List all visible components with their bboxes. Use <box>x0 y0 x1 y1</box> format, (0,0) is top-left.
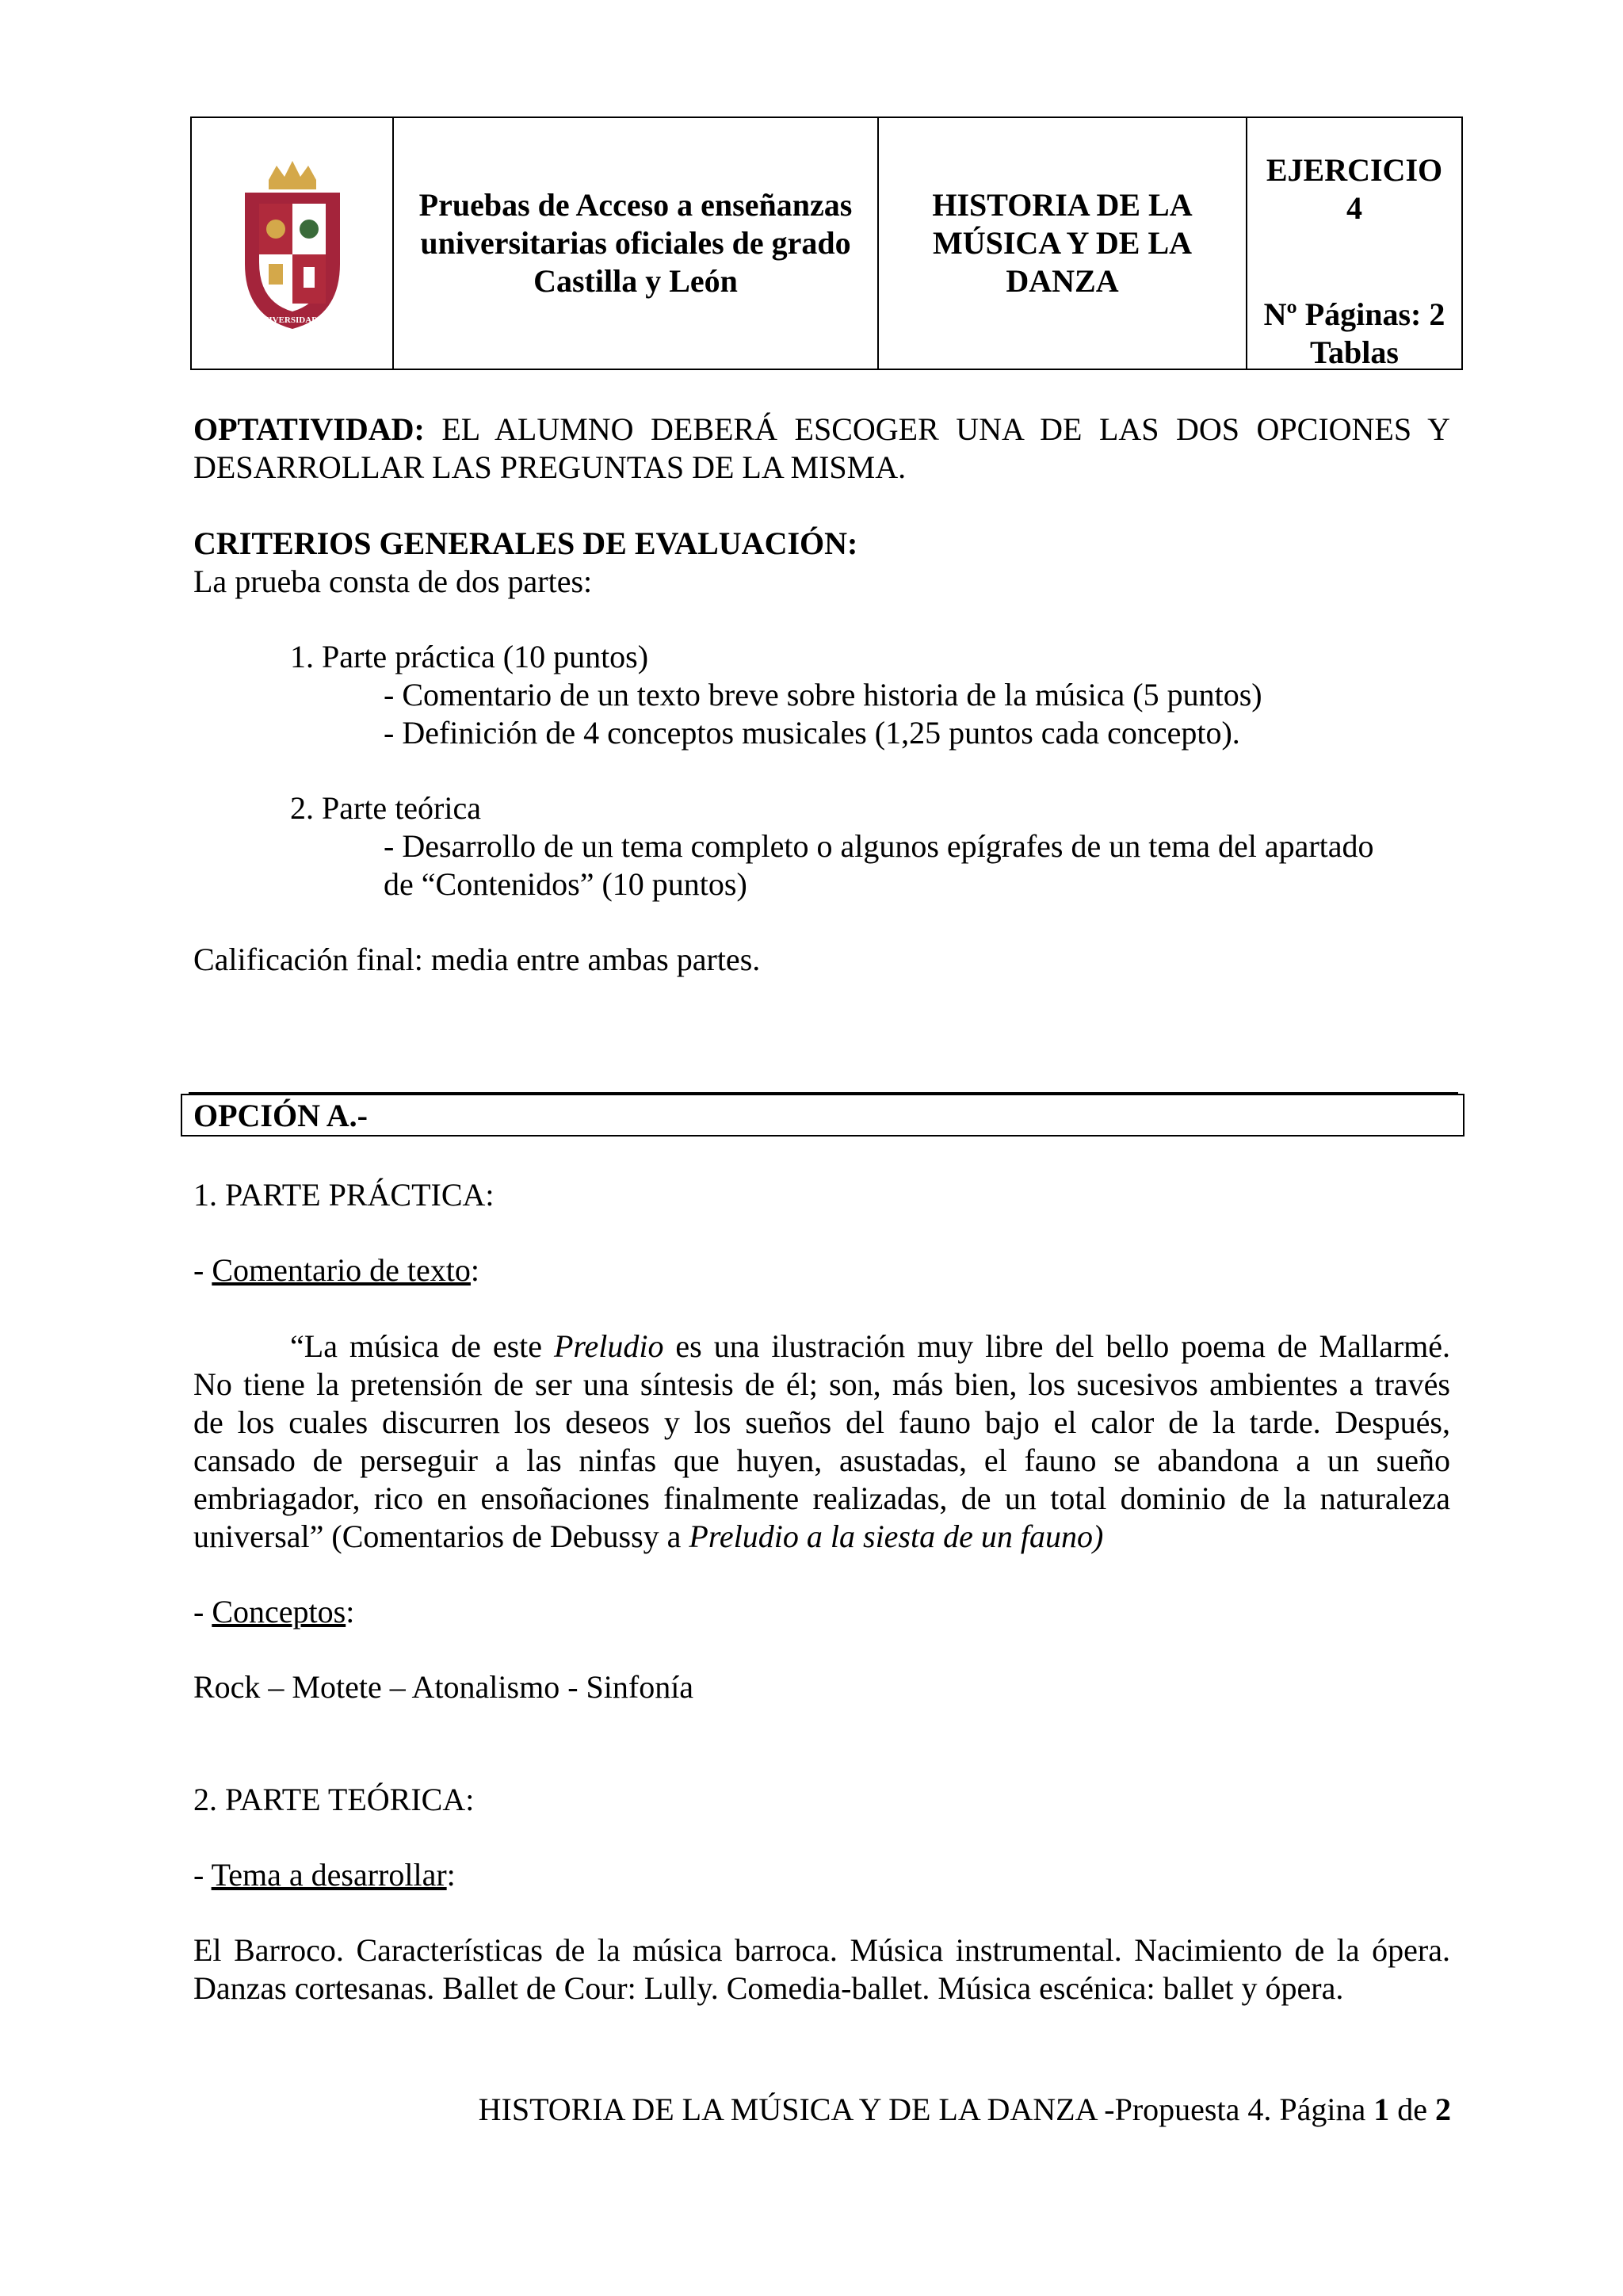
part1-item: - Comentario de un texto breve sobre historia de la música (5 puntos) <box>384 677 1262 712</box>
header-table <box>190 117 1463 370</box>
optatividad-line-2: DESARROLLAR LAS PREGUNTAS DE LA MISMA. <box>193 449 907 485</box>
tema-heading: - Tema a desarrollar: <box>193 1857 456 1893</box>
quote-text: “La música de este <box>290 1328 554 1364</box>
quote-line <box>193 1518 1103 1556</box>
comentario-label: Comentario de texto <box>212 1252 471 1288</box>
part1-title: 1. Parte práctica (10 puntos) <box>290 639 649 674</box>
exam-title-cell <box>393 117 878 369</box>
footer-page-number: 1 <box>1373 2092 1390 2127</box>
subject-line: MÚSICA Y DE LA <box>932 225 1193 261</box>
quote-line: cansado de perseguir a las ninfas que huyen, asustadas, el fauno se abandona a un sueño <box>193 1442 1450 1478</box>
exam-title-line: Castilla y León <box>533 263 738 299</box>
svg-text:UNIVERSIDADES: UNIVERSIDADES <box>255 315 329 325</box>
exercise-label: EJERCICIO <box>1266 152 1443 188</box>
tema-line: El Barroco. Características de la música barroca. Música instrumental. Nacimiento de la ópera. <box>193 1932 1450 1968</box>
tables-label: Tablas <box>1310 334 1399 370</box>
footer-of: de <box>1389 2092 1435 2127</box>
quote-text: universal” (Comentarios de Debussy a <box>193 1519 689 1554</box>
part2-item: de “Contenidos” (10 puntos) <box>384 866 747 902</box>
practica-title: 1. PARTE PRÁCTICA: <box>193 1177 495 1213</box>
pages-label: Nº Páginas: 2 <box>1263 296 1445 332</box>
exercise-number: 4 <box>1346 190 1362 226</box>
footer-page-total: 2 <box>1435 2092 1451 2127</box>
comentario-heading: - Comentario de texto: <box>193 1252 480 1288</box>
conceptos-list: Rock – Motete – Atonalismo - Sinfonía <box>193 1669 694 1705</box>
page-footer <box>479 2091 1451 2129</box>
criterios-title: CRITERIOS GENERALES DE EVALUACIÓN: <box>193 525 858 561</box>
conceptos-heading: - Conceptos: <box>193 1594 355 1629</box>
optatividad-text: EL ALUMNO DEBERÁ ESCOGER UNA DE LAS DOS OPCIONES Y <box>441 411 1450 447</box>
subject-line: HISTORIA DE LA <box>932 187 1193 223</box>
quote-line: de los cuales discurren los deseos y los sueños del fauno bajo el calor de la tarde. Después, <box>193 1404 1450 1440</box>
teorica-title: 2. PARTE TEÓRICA: <box>193 1782 475 1817</box>
part1-item: - Definición de 4 conceptos musicales (1,25 puntos cada concepto). <box>384 715 1240 751</box>
quote-line: embriagador, rico en ensoñaciones finalmente realizadas, de un total dominio de la naturaleza <box>193 1480 1450 1516</box>
exam-title-line: Pruebas de Acceso a enseñanzas <box>418 187 853 223</box>
part2-item: - Desarrollo de un tema completo o algunos epígrafes de un tema del apartado <box>384 828 1374 864</box>
exercise-cell <box>1247 117 1462 369</box>
quote-text: es una ilustración muy libre del bello poema de Mallarmé. <box>663 1328 1451 1364</box>
quote-line <box>290 1328 1450 1366</box>
exam-title-line: universitarias oficiales de grado <box>420 225 851 261</box>
tema-line: Danzas cortesanas. Ballet de Cour: Lully. Comedia-ballet. Música escénica: ballet y ópera. <box>193 1970 1344 2006</box>
quote-italic: Preludio a la siesta de un fauno) <box>689 1519 1104 1554</box>
option-a-box <box>181 1094 1465 1137</box>
tema-label: Tema a desarrollar <box>211 1857 447 1893</box>
logo-cell <box>191 117 393 369</box>
conceptos-label: Conceptos <box>212 1594 346 1629</box>
quote-italic: Preludio <box>553 1328 664 1364</box>
optatividad-line-1 <box>193 411 1450 449</box>
criterios-intro: La prueba consta de dos partes: <box>193 563 593 599</box>
subject-line: DANZA <box>1006 263 1119 299</box>
footer-text: HISTORIA DE LA MÚSICA Y DE LA DANZA -Propuesta 4. Página <box>478 2092 1374 2127</box>
quote-line: No tiene la pretensión de ser una síntesis de él; son, más bien, los sucesivos ambientes a través <box>193 1366 1450 1402</box>
part2-title: 2. Parte teórica <box>290 790 481 826</box>
optatividad-label: OPTATIVIDAD: <box>193 411 425 447</box>
option-a-title: OPCIÓN A.- <box>193 1098 368 1133</box>
final-grade: Calificación final: media entre ambas partes. <box>193 942 761 977</box>
subject-cell <box>878 117 1247 369</box>
university-shield-logo <box>224 153 361 334</box>
